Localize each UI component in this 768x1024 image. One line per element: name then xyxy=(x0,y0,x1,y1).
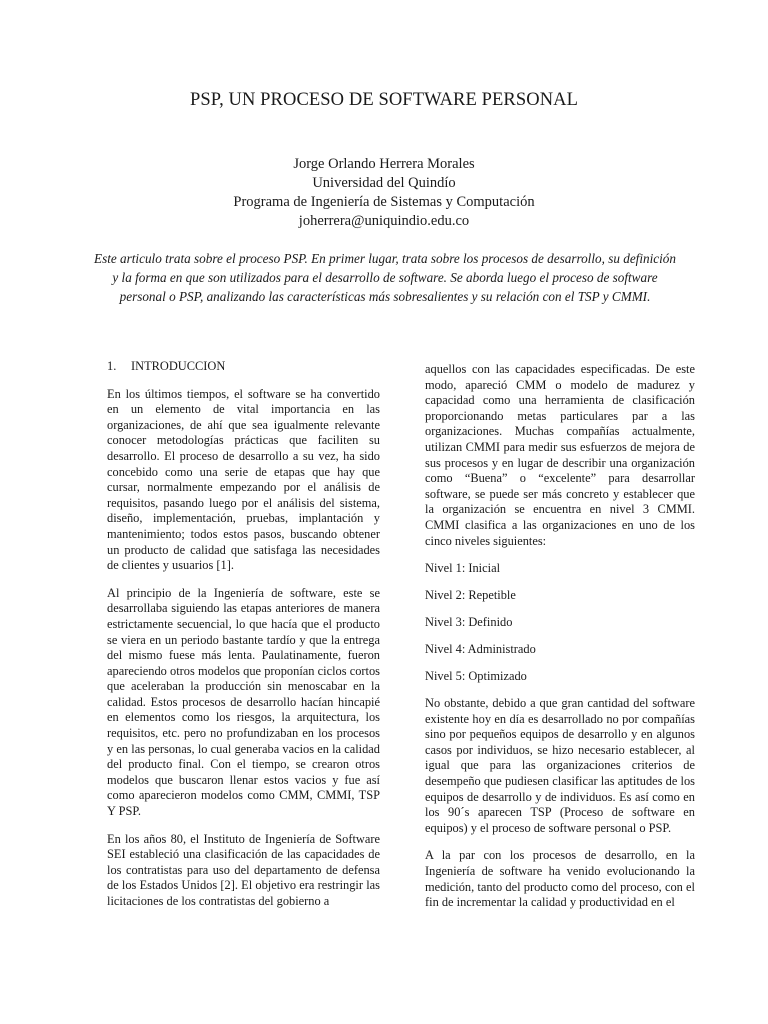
section-number: 1. xyxy=(107,359,117,373)
paper-title: PSP, UN PROCESO DE SOFTWARE PERSONAL xyxy=(189,90,579,110)
author-program: Programa de Ingeniería de Sistemas y Computación xyxy=(233,194,535,210)
paragraph: A la par con los procesos de desarrollo, en la Ingeniería de software ha venido evolucionando la medición, tanto del producto como del proceso, con el fin de incrementar la calidad y productividad en el xyxy=(425,848,695,910)
left-column xyxy=(107,359,380,922)
level-item: Nivel 3: Definido xyxy=(425,615,513,630)
paragraph: No obstante, debido a que gran cantidad del software existente hoy en día es desarrollado no por compañías sino por pequeños equipos de desarrollo y en algunos casos por individuos, se hizo necesario establecer, al igual que para las organizaciones criterios de desempeño que pudiesen clasificar las aptitudes de los equipos de desarrollo y de individuos. Es así como en los 90´s aparecen TSP (Proceso de software en equipos) y el proceso de software personal o PSP. xyxy=(425,696,695,835)
author-email: joherrera@uniquindio.edu.co xyxy=(298,213,470,229)
level-item: Nivel 4: Administrado xyxy=(425,642,536,657)
paragraph: aquellos con las capacidades especificadas. De este modo, apareció CMM o modelo de madurez y capacidad como una herramienta de clasificación proporcionando metas particulares par a las organizaciones. Muchas compañías actualmente, utilizan CMMI para medir sus esfuerzos de mejora de sus procesos y en lugar de describir una organización como “Buena” o “excelente” para desarrollar software, se puede ser más concreto y establecer que la organización se encuentra en nivel 3 CMMI. CMMI clasifica a las organizaciones en uno de los cinco niveles siguientes: xyxy=(425,362,695,548)
paragraph: En los años 80, el Instituto de Ingeniería de Software SEI estableció una clasificación de las capacidades de los contratistas para uso del departamento de defensa de los Estados Unidos [2]. El objetivo era restringir las licitaciones de los contratistas del gobierno a xyxy=(107,831,380,908)
level-item: Nivel 1: Inicial xyxy=(425,561,501,576)
author-name: Jorge Orlando Herrera Morales xyxy=(293,156,475,172)
paragraph: Al principio de la Ingeniería de software, este se desarrollaba siguiendo las etapas anteriores de manera estrictamente secuencial, lo que hacía que el producto se viera en un periodo bastante tardío y que la entrega del mismo fuese más lenta. Paulatinamente, fueron apareciendo otros modelos que proponían ciclos cortos que aceleraban la producción sin menoscabar en la calidad. Estos procesos de desarrollo hacían hincapié en elementos como los riesgos, la arquitectura, los requisitos, etc. pero no profundizaban en los procesos y en las personas, lo cual generaba vacios en la calidad del producto final. Con el tiempo, se crearon otros modelos que buscaron llenar estos vacios y fue así como aparecieron modelos como CMM, CMMI, TSP Y PSP. xyxy=(107,585,380,819)
level-item: Nivel 5: Optimizado xyxy=(425,669,527,684)
author-university: Universidad del Quindío xyxy=(312,175,456,191)
right-column xyxy=(425,362,695,923)
section-heading xyxy=(107,359,380,375)
section-title: INTRODUCCION xyxy=(131,359,226,373)
abstract: Este articulo trata sobre el proceso PSP. En primer lugar, trata sobre los procesos de desarrollo, su definición y la forma en que son utilizados para el desarrollo de software. Se aborda luego el proceso de software personal o PSP, analizando las características más sobresalientes y su relación con el TSP y CMMI. xyxy=(94,251,676,304)
paragraph: En los últimos tiempos, el software se ha convertido en un elemento de vital importancia en las organizaciones, de ahí que sea igualmente relevante conocer metodologías prácticas que faciliten su desarrollo. El proceso de desarrollo a su vez, ha sido concebido como una serie de etapas que hay que cursar, normalmente empezando por el análisis de requisitos, pasando luego por el análisis del sistema, diseño, implementación, pruebas, implantación y mantenimiento; todos estos pasos, buscando obtener un producto de calidad que satisfaga las necesidades de clientes y usuarios [1]. xyxy=(107,386,380,573)
author-block xyxy=(0,155,768,231)
level-item: Nivel 2: Repetible xyxy=(425,588,516,603)
